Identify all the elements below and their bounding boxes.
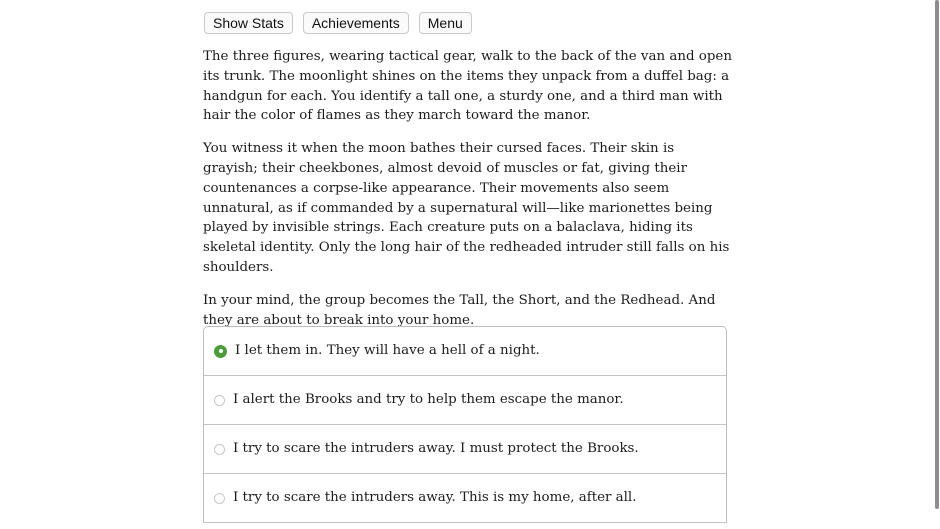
choice-label: I alert the Brooks and try to help them escape the manor.	[233, 392, 624, 407]
choice-option-2[interactable]	[204, 376, 726, 425]
scrollbar[interactable]	[934, 0, 940, 529]
radio-selected-icon[interactable]	[214, 345, 227, 358]
radio-unselected-icon[interactable]	[214, 444, 225, 455]
choice-label: I try to scare the intruders away. This is my home, after all.	[233, 490, 637, 505]
story-paragraph: The three figures, wearing tactical gear, walk to the back of the van and open its trunk. The moonlight shines on the items they unpack from a duffel bag: a handgun for each. You identify a tall one, a sturdy one, and a third man with hair the color of flames as they march toward the manor.	[203, 49, 732, 124]
choice-label: I try to scare the intruders away. I must protect the Brooks.	[233, 441, 639, 456]
story-text	[203, 47, 733, 343]
achievements-button[interactable]: Achievements	[303, 12, 409, 34]
choice-list	[203, 326, 727, 523]
menu-button[interactable]: Menu	[419, 12, 472, 34]
scrollbar-thumb[interactable]	[935, 0, 939, 509]
toolbar	[204, 12, 472, 34]
story-paragraph: You witness it when the moon bathes their cursed faces. Their skin is grayish; their cheekbones, almost devoid of muscles or fat, giving their countenances a corpse-like appearance. Their movements also seem unnatural, as if commanded by a supernatural will—like marionettes being played by invisible strings. Each creature puts on a balaclava, hiding its skeletal identity. Only the long hair of the redheaded intruder still falls on his shoulders.	[203, 141, 730, 275]
choice-label: I let them in. They will have a hell of a night.	[235, 343, 540, 358]
radio-unselected-icon[interactable]	[214, 493, 225, 504]
story-paragraph: In your mind, the group becomes the Tall, the Short, and the Redhead. And they are about to break into your home.	[203, 292, 716, 328]
choice-option-1[interactable]	[204, 327, 726, 376]
radio-unselected-icon[interactable]	[214, 395, 225, 406]
choice-option-4[interactable]	[204, 474, 726, 523]
choice-option-3[interactable]	[204, 425, 726, 474]
show-stats-button[interactable]: Show Stats	[204, 12, 293, 34]
